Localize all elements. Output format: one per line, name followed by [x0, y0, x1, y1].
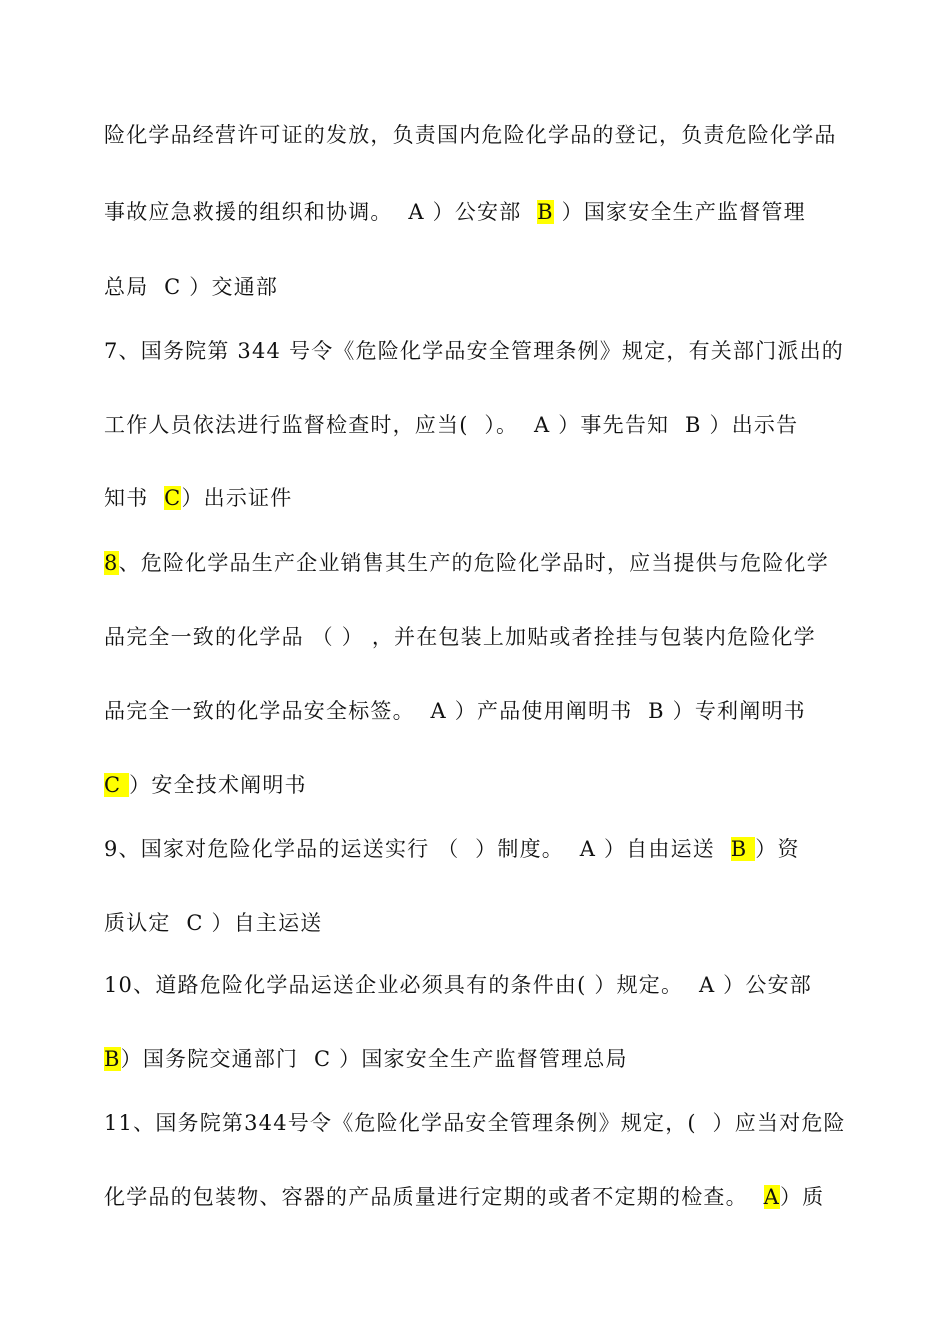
- text-segment: ）安全技术阐明书: [129, 773, 307, 797]
- text-segment: 知书: [104, 486, 165, 510]
- text-line: [104, 546, 852, 580]
- text-line: [104, 768, 852, 802]
- answer-highlight: B: [104, 1047, 121, 1071]
- text-segment: 质认定 C ）自主运送: [104, 911, 323, 935]
- answer-highlight: 8: [104, 551, 119, 575]
- text-segment: 7、国务院第 344 号令《危险化学品安全管理条例》规定，有关部门派出的: [104, 339, 844, 363]
- text-segment: 10、道路危险化学品运送企业必须具有的条件由( ）规定。 A ）公安部: [104, 973, 812, 997]
- answer-highlight: C: [164, 486, 182, 510]
- text-line: [104, 408, 852, 442]
- text-segment: 、危险化学品生产企业销售其生产的危险化学品时，应当提供与危险化学: [118, 551, 829, 575]
- text-segment: 品完全一致的化学品安全标签。 A ）产品使用阐明书 B ）专利阐明书: [104, 699, 806, 723]
- text-segment: 化学品的包装物、容器的产品质量进行定期的或者不定期的检查。: [104, 1185, 764, 1209]
- text-segment: ）出示证件: [181, 486, 293, 510]
- text-segment: ）国家安全生产监督管理: [553, 200, 806, 224]
- text-segment: 11、国务院第344号令《危险化学品安全管理条例》规定，( ）应当对危险: [104, 1111, 846, 1135]
- text-segment: ）国务院交通部门 C ）国家安全生产监督管理总局: [120, 1047, 628, 1071]
- text-segment: 险化学品经营许可证的发放，负责国内危险化学品的登记，负责危险化学品: [104, 123, 837, 147]
- answer-highlight: B: [730, 837, 756, 861]
- text-line: [104, 906, 852, 940]
- text-line: [104, 195, 852, 229]
- text-line: [104, 481, 852, 515]
- text-line: [104, 968, 852, 1002]
- text-line: [104, 620, 852, 654]
- text-line: [104, 832, 852, 866]
- text-line: [104, 1106, 852, 1140]
- text-segment: 品完全一致的化学品 （ ） ，并在包装上加贴或者拴挂与包装内危险化学: [104, 625, 816, 649]
- text-segment: 事故应急救援的组织和协调。 A ）公安部: [104, 200, 538, 224]
- answer-highlight: A: [763, 1185, 780, 1209]
- text-line: [104, 1042, 852, 1076]
- text-line: [104, 334, 852, 368]
- text-segment: 工作人员依法进行监督检查时，应当( ）。 A ）事先告知 B ）出示告: [104, 413, 799, 437]
- text-line: [104, 118, 852, 152]
- text-segment: ）资: [755, 837, 800, 861]
- text-line: [104, 694, 852, 728]
- text-segment: 9、国家对危险化学品的运送实行 （ ）制度。 A ）自由运送: [104, 837, 731, 861]
- answer-highlight: B: [537, 200, 554, 224]
- text-segment: 总局 C ）交通部: [104, 275, 279, 299]
- text-line: [104, 270, 852, 304]
- text-line: [104, 1180, 852, 1214]
- text-segment: ）质: [779, 1185, 825, 1209]
- answer-highlight: C: [104, 773, 130, 797]
